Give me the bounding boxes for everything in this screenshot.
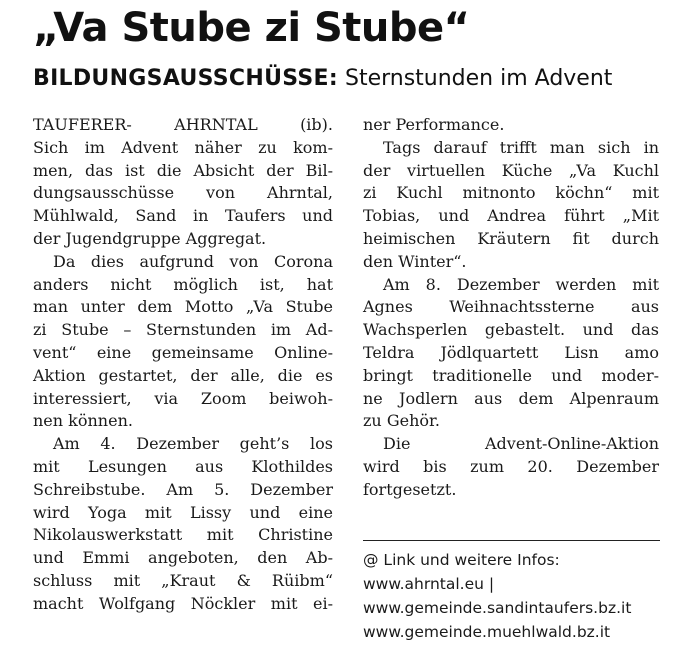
body-line: zi Stube – Sternstunden im Ad-: [33, 320, 333, 340]
body-line: ner Performance.: [363, 115, 505, 134]
body-line: men, das ist die Absicht der Bil-: [33, 160, 333, 180]
body-line: Am 8. Dezember werden mit: [383, 274, 659, 294]
body-line: zi Kuchl mitnonto köchn“ mit: [363, 183, 659, 203]
info-link[interactable]: www.gemeinde.muehlwald.bz.it: [363, 623, 611, 641]
body-line: der Jugendgruppe Aggregat.: [33, 228, 267, 248]
body-line: Aktion gestartet, der alle, die es: [33, 365, 333, 385]
body-line: anders nicht möglich ist, hat: [33, 274, 333, 294]
column-left: [33, 114, 333, 616]
body-line: Am 4. Dezember geht’s los: [53, 434, 333, 454]
body-line: zu Gehör.: [363, 411, 440, 431]
body-line: und Emmi angeboten, den Ab-: [33, 548, 333, 568]
body-line: Wachsperlen gebastelt. und das: [363, 320, 659, 340]
subheadline: [33, 62, 612, 96]
body-line: Tags darauf trifft man sich in: [383, 137, 659, 157]
column-right: [363, 114, 659, 502]
body-line: wird Yoga mit Lissy und eine: [33, 502, 333, 522]
info-divider: [363, 540, 660, 541]
body-line: TAUFERER- AHRNTAL (ib).: [33, 115, 333, 134]
subhead-title: Sternstunden im Advent: [344, 66, 613, 91]
body-line: schluss mit „Kraut & Rüibm“: [33, 570, 333, 590]
body-line: Agnes Weihnachtssterne aus: [363, 297, 659, 317]
body-line: der virtuellen Küche „Va Kuchl: [363, 160, 659, 180]
body-line: bringt traditionelle und moder-: [363, 365, 659, 385]
subhead-kicker: BILDUNGSAUSSCHÜSSE:: [33, 66, 338, 91]
headline: „Va Stube zi Stube“: [33, 5, 470, 51]
body-line: wird bis zum 20. Dezember: [363, 456, 659, 476]
body-line: Die Advent-Online-Aktion: [383, 434, 659, 454]
body-line: Teldra Jödlquartett Lisn amo: [363, 342, 659, 362]
body-line: Tobias, und Andrea führt „Mit: [363, 206, 659, 226]
body-line: mit Lesungen aus Klothildes: [33, 456, 333, 476]
body-line: heimischen Kräutern fit durch: [363, 228, 659, 248]
info-box: [363, 548, 663, 644]
body-line: macht Wolfgang Nöckler mit ei-: [33, 593, 333, 613]
info-link[interactable]: www.ahrntal.eu |: [363, 575, 495, 593]
body-line: interessiert, via Zoom beiwoh-: [33, 388, 333, 408]
info-label: @ Link und weitere Infos:: [363, 551, 560, 569]
body-line: Schreibstube. Am 5. Dezember: [33, 479, 333, 499]
body-line: vent“ eine gemeinsame Online-: [33, 342, 333, 362]
body-line: dungsausschüsse von Ahrntal,: [33, 183, 333, 203]
body-line: Sich im Advent näher zu kom-: [33, 137, 333, 157]
body-line: Mühlwald, Sand in Taufers und: [33, 206, 333, 226]
body-line: den Winter“.: [363, 251, 467, 271]
body-line: Da dies aufgrund von Corona: [53, 251, 333, 271]
body-line: nen können.: [33, 411, 133, 431]
body-line: man unter dem Motto „Va Stube: [33, 297, 333, 317]
body-line: ne Jodlern aus dem Alpenraum: [363, 388, 659, 408]
body-line: Nikolauswerkstatt mit Christine: [33, 525, 333, 545]
info-link[interactable]: www.gemeinde.sandintaufers.bz.it: [363, 599, 632, 617]
body-line: fortgesetzt.: [363, 479, 457, 499]
